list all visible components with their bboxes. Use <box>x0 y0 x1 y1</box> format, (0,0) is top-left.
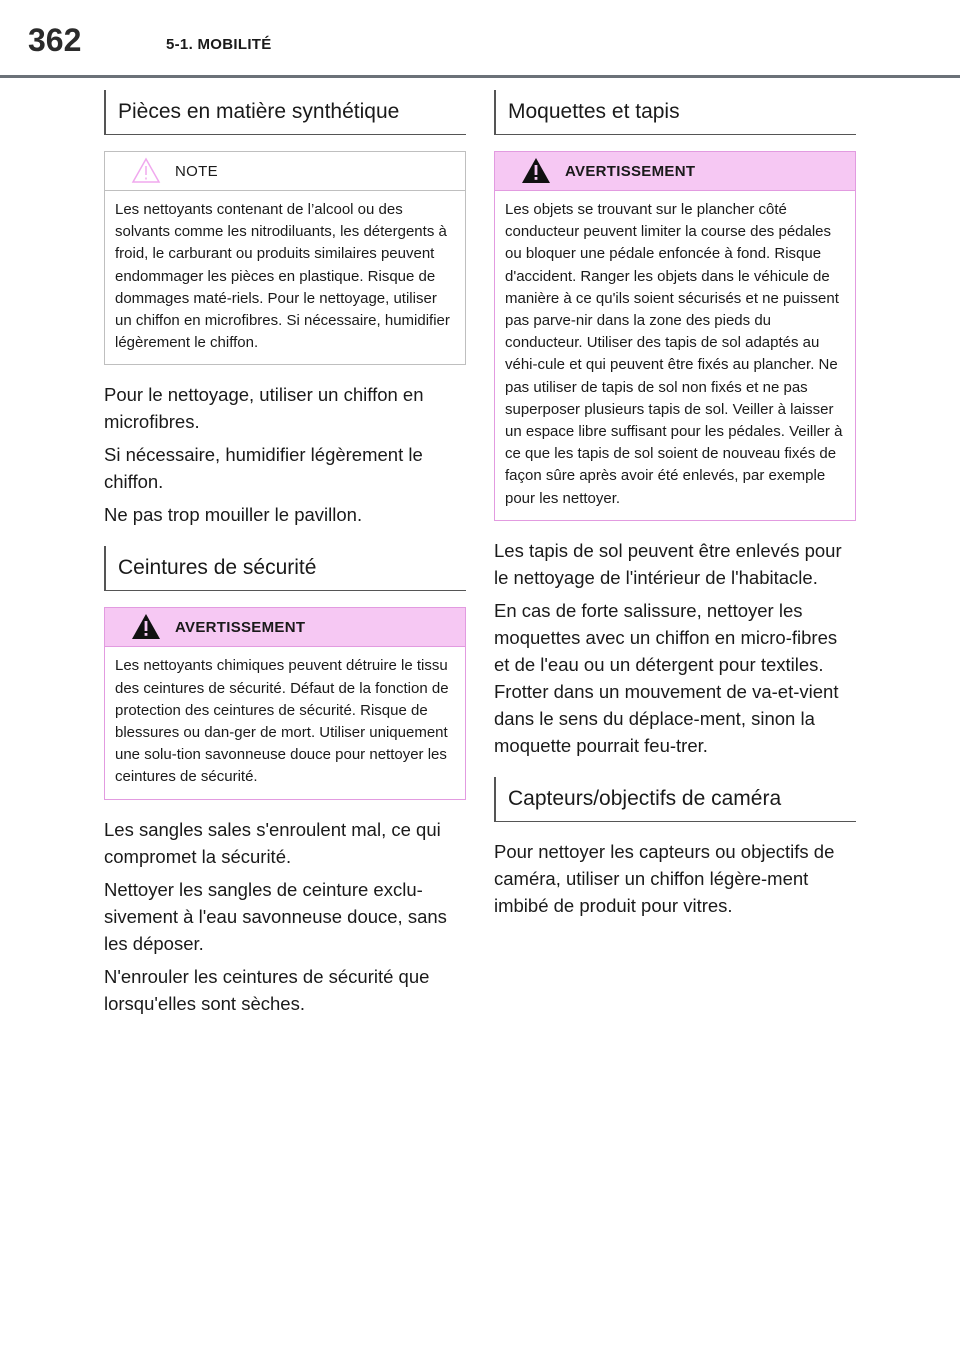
note-label: NOTE <box>175 163 218 180</box>
warning-box-header <box>105 608 465 647</box>
warning-box-header <box>495 152 855 191</box>
caution-outline-icon <box>131 157 161 184</box>
warning-label: AVERTISSEMENT <box>175 619 306 637</box>
warning-box <box>104 607 466 799</box>
section-title-carpets-mats: Moquettes et tapis <box>494 90 856 135</box>
warning-label: AVERTISSEMENT <box>565 163 696 180</box>
warning-filled-icon <box>521 157 551 184</box>
paragraph: Les sangles sales s'enroulent mal, ce qui compromet la sécurité. <box>104 818 441 867</box>
section-title-camera-sensors: Capteurs/objectifs de caméra <box>494 777 856 822</box>
header-divider <box>0 75 960 78</box>
chapter-title: 5-1. MOBILITÉ <box>166 36 272 53</box>
warning-box <box>494 151 856 521</box>
paragraph: En cas de forte salissure, nettoyer les moquettes avec un chiffon en micro-fibres et de l'eau ou un détergent pour textiles. Frotter dans un mouvement de va-et-vient dans le sens du déplace-ment, sinon la moquette pourrait feu-trer. <box>494 599 839 756</box>
note-box-header <box>105 152 465 191</box>
warning-filled-icon <box>131 613 161 640</box>
paragraph: Pour le nettoyage, utiliser un chiffon en microfibres. <box>104 384 424 433</box>
paragraph: Les tapis de sol peuvent être enlevés pour le nettoyage de l'intérieur de l'habitacle. <box>494 539 842 588</box>
warning-text: Les nettoyants chimiques peuvent détruire le tissu des ceintures de sécurité. Défaut de la fonction de protection des ceintures de sécurité. Risque de blessures ou dan-ger de mort. Utiliser uniquement une solu-tion savonneuse douce pour nettoyer les ceintures de sécurité. <box>115 657 449 786</box>
page-header <box>0 0 960 80</box>
paragraph: Si nécessaire, humidifier légèrement le chiffon. <box>104 444 423 493</box>
note-box <box>104 151 466 365</box>
section-title-seat-belts: Ceintures de sécurité <box>104 546 466 591</box>
left-column <box>104 90 466 1023</box>
section-title-synthetic-parts: Pièces en matière synthétique <box>104 90 466 135</box>
note-text: Les nettoyants contenant de l’alcool ou des solvants comme les nitrodiluants, les détergents à froid, le carburant ou produits similaires peuvent endommager les pièces en plastique. Risque de dommages maté-riels. Pour le nettoyage, utiliser un chiffon en microfibres. Si nécessaire, humidifier légèrement le chiffon. <box>115 201 450 352</box>
paragraph: Pour nettoyer les capteurs ou objectifs de caméra, utiliser un chiffon légère-ment imbibé de produit pour vitres. <box>494 840 835 916</box>
paragraph: N'enrouler les ceintures de sécurité que lorsqu'elles sont sèches. <box>104 965 430 1014</box>
paragraph: Ne pas trop mouiller le pavillon. <box>104 504 363 526</box>
page-number: 362 <box>28 22 82 58</box>
right-column <box>494 90 856 925</box>
paragraph: Nettoyer les sangles de ceinture exclu-sivement à l'eau savonneuse douce, sans les déposer. <box>104 878 447 954</box>
warning-text: Les objets se trouvant sur le plancher côté conducteur peuvent limiter la course des pédales ou bloquer une pédale enfoncée à fond. Risque d'accident. Ranger les objets dans le véhicule de manière à ce qu'ils soient sécurisés et ne puissent pas parve-nir dans la zone des pieds du conducteur. Utiliser des tapis de sol adaptés au véhi-cule et qui peuvent être fixés au plancher. Ne pas utiliser de tapis de sol non fixés et ne pas superposer plusieurs tapis de sol. Veiller à laisser un espace libre suffisant pour les pédales. Veiller à ce que les tapis de sol soient de nouveau fixés de façon sûre après avoir été enlevés, par exemple pour les nettoyer. <box>505 201 843 507</box>
